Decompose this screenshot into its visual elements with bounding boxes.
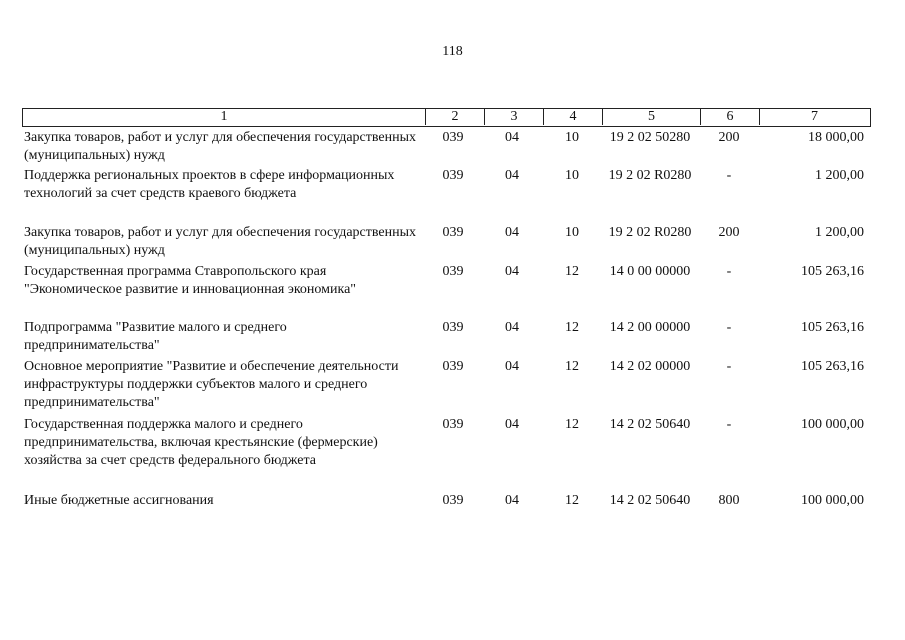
row-col-5: 19 2 02 50280 xyxy=(609,130,691,145)
row-col-4: 12 xyxy=(565,493,579,508)
row-col-4: 12 xyxy=(565,264,579,279)
row-name: Закупка товаров, работ и услуг для обеспечения государственных (муниципальных) нужд xyxy=(24,130,417,163)
row-name: Подпрограмма "Развитие малого и среднего предпринимательства" xyxy=(24,320,287,353)
header-col-2: 2 xyxy=(426,109,485,125)
row-col-6: 800 xyxy=(718,493,740,508)
row-col-5: 14 0 00 00000 xyxy=(609,264,691,279)
row-col-2: 039 xyxy=(442,130,464,145)
row-col-7: 1 200,00 xyxy=(815,225,864,240)
row-col-6: - xyxy=(726,320,732,335)
row-col-7: 100 000,00 xyxy=(801,493,864,508)
row-col-6: - xyxy=(726,168,732,183)
row-name: Поддержка региональных проектов в сфере информационных технологий за счет средств краевого бюджета xyxy=(24,168,395,201)
row-col-5: 14 2 02 00000 xyxy=(609,359,691,374)
row-col-6: 200 xyxy=(718,225,740,240)
header-col-7: 7 xyxy=(811,109,818,124)
row-name: Закупка товаров, работ и услуг для обеспечения государственных (муниципальных) нужд xyxy=(24,225,417,258)
header-col-4: 4 xyxy=(544,109,603,125)
row-col-4: 12 xyxy=(565,359,579,374)
header-col-3: 3 xyxy=(485,109,544,125)
row-col-7: 1 200,00 xyxy=(815,168,864,183)
row-col-5: 14 2 02 50640 xyxy=(609,417,691,432)
row-col-3: 04 xyxy=(505,130,519,145)
row-name: Основное мероприятие "Развитие и обеспечение деятельности инфраструктуры поддержки субъектов малого и среднего предпринимательства" xyxy=(24,359,399,410)
row-col-2: 039 xyxy=(442,225,464,240)
row-col-5: 14 2 00 00000 xyxy=(609,320,691,335)
row-col-3: 04 xyxy=(505,417,519,432)
row-col-6: - xyxy=(726,359,732,374)
row-col-2: 039 xyxy=(442,417,464,432)
row-col-7: 18 000,00 xyxy=(808,130,864,145)
row-col-4: 12 xyxy=(565,320,579,335)
row-col-7: 105 263,16 xyxy=(801,264,864,279)
row-col-4: 12 xyxy=(565,417,579,432)
header-col-5: 5 xyxy=(603,109,701,125)
row-col-6: - xyxy=(726,264,732,279)
header-col-6: 6 xyxy=(701,109,760,125)
row-col-5: 19 2 02 R0280 xyxy=(608,168,692,183)
row-col-5: 14 2 02 50640 xyxy=(609,493,691,508)
row-col-7: 105 263,16 xyxy=(801,359,864,374)
row-col-6: 200 xyxy=(718,130,740,145)
row-col-4: 10 xyxy=(565,168,579,183)
row-col-5: 19 2 02 R0280 xyxy=(608,225,692,240)
row-col-6: - xyxy=(726,417,732,432)
row-col-4: 10 xyxy=(565,130,579,145)
row-col-2: 039 xyxy=(442,493,464,508)
row-col-2: 039 xyxy=(442,359,464,374)
row-col-2: 039 xyxy=(442,168,464,183)
row-col-3: 04 xyxy=(505,168,519,183)
table-header xyxy=(22,108,871,127)
row-name: Иные бюджетные ассигнования xyxy=(24,493,214,508)
row-col-2: 039 xyxy=(442,320,464,335)
header-col-1: 1 xyxy=(23,109,426,125)
row-name: Государственная программа Ставропольского края "Экономическое развитие и инновационная экономика" xyxy=(24,264,357,297)
row-col-7: 100 000,00 xyxy=(801,417,864,432)
row-col-2: 039 xyxy=(442,264,464,279)
row-col-7: 105 263,16 xyxy=(801,320,864,335)
row-col-3: 04 xyxy=(505,264,519,279)
row-col-4: 10 xyxy=(565,225,579,240)
row-col-3: 04 xyxy=(505,320,519,335)
row-col-3: 04 xyxy=(505,359,519,374)
row-col-3: 04 xyxy=(505,493,519,508)
row-col-3: 04 xyxy=(505,225,519,240)
page-number: 118 xyxy=(442,44,463,59)
row-name: Государственная поддержка малого и среднего предпринимательства, включая крестьянские (фермерские) хозяйства за счет средств федерального бюджета xyxy=(24,417,378,468)
